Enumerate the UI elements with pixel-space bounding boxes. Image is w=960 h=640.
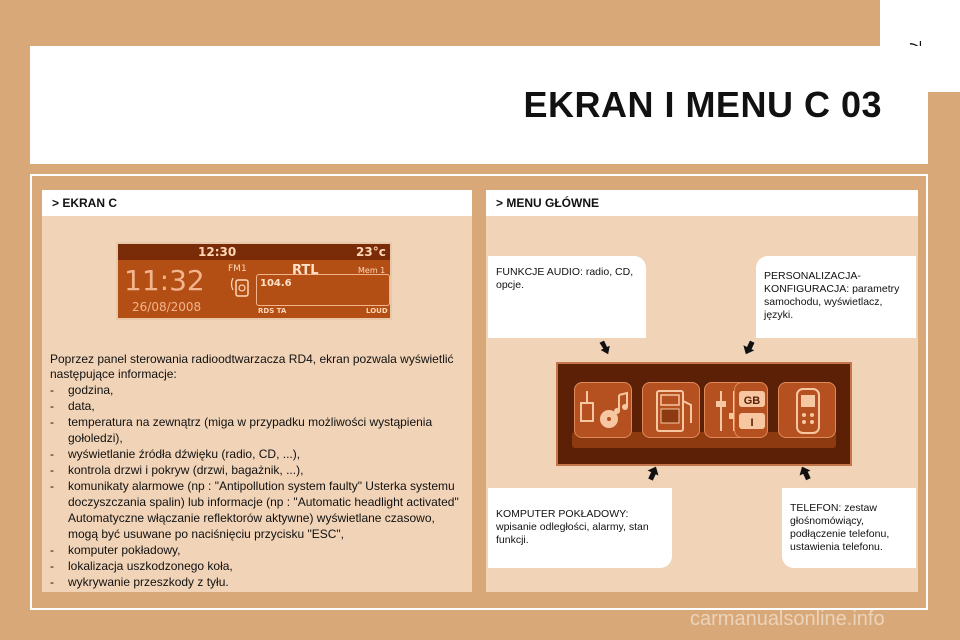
list-item: - lokalizacja uszkodzonego koła, [50, 558, 466, 574]
callout-personalization: PERSONALIZACJA-KONFIGURACJA: parametry samochodu, wyświetlacz, języki. [756, 256, 916, 338]
display-temperature: 23°c [356, 245, 386, 259]
arrow-down-left-icon [738, 338, 756, 356]
list-item: - kontrola drzwi i pokryw (drzwi, bagażnik, ...), [50, 462, 466, 478]
display-rds: RDS TA [258, 307, 287, 315]
list-item: - data, [50, 398, 466, 414]
list-item: - wykrywanie przeszkody z tyłu. [50, 574, 466, 590]
trip-computer-icon [642, 382, 700, 438]
screen-c-section [42, 190, 472, 592]
display-band: FM1 [228, 264, 247, 274]
section-heading-screen-c: > EKRAN C [42, 190, 472, 216]
arrow-down-right-icon [598, 338, 616, 356]
display-station: RTL [292, 263, 319, 278]
arrow-up-right-icon [644, 464, 662, 482]
callout-trip-computer: KOMPUTER POKŁADOWY: wpisanie odległości, alarmy, stan funkcji. [488, 488, 672, 568]
list-item: - wyświetlanie źródła dźwięku (radio, CD, ...), [50, 446, 466, 462]
arrow-up-left-icon [796, 464, 814, 482]
display-clock: 11:32 [124, 264, 205, 297]
callout-telephone: TELEFON: zestaw głośnomówiący, podłączenie telefonu, ustawienia telefonu. [782, 488, 916, 568]
list-item: - komunikaty alarmowe (np : "Antipollution system faulty" Usterka systemu doczyszczania spalin) lub informacje (np : "Automatic headlight activated" Automatyczne włączanie reflektorów aktywne) wyświetlane czasowo, mogą być usuwane po naciśnięciu przycisku "ESC", [50, 478, 466, 542]
watermark: carmanualsonline.info [690, 608, 885, 630]
language-label-top: GB [743, 395, 761, 407]
radio-source-icon [230, 274, 250, 300]
page-title: EKRAN I MENU C 03 [523, 84, 882, 125]
display-loud: LOUD [366, 307, 388, 315]
telephone-icon [778, 382, 836, 438]
list-item: - komputer pokładowy, [50, 542, 466, 558]
display-time-small: 12:30 [198, 245, 237, 259]
section-heading-main-menu: > MENU GŁÓWNE [486, 190, 918, 216]
intro-text: Poprzez panel sterowania radioodtwarzacza RD4, ekran pozwala wyświetlić następujące informacje: [50, 352, 454, 381]
list-item: - godzina, [50, 382, 466, 398]
language-label-bottom: I [750, 417, 754, 429]
header-panel [30, 46, 928, 164]
radio-display-screen [116, 242, 392, 320]
display-top-bar [118, 244, 390, 260]
display-frequency: 104.6 [260, 278, 292, 289]
language-icon [734, 382, 768, 438]
main-menu-display [556, 362, 852, 466]
callout-audio: FUNKCJE AUDIO: radio, CD, opcje. [488, 256, 646, 338]
display-mem: Mem 1 [358, 266, 386, 275]
audio-icon [574, 382, 632, 438]
display-date: 26/08/2008 [132, 300, 202, 314]
info-list [50, 382, 466, 590]
list-item: - temperatura na zewnątrz (miga w przypadku możliwości wystąpienia gołoledzi), [50, 414, 466, 446]
